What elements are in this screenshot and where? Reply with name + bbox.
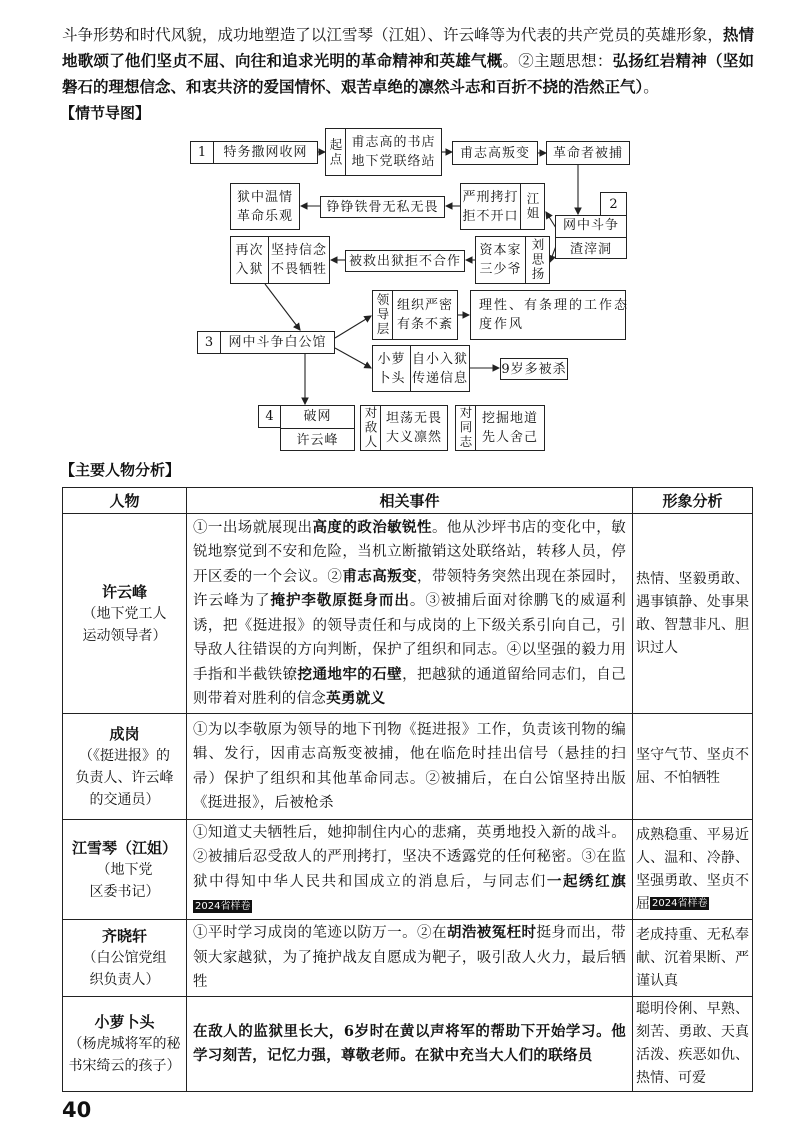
diagram-arrows — [0, 0, 800, 470]
table-row — [63, 714, 753, 820]
character-cell — [63, 714, 187, 820]
section-title-characters: 【主要人物分析】 — [60, 461, 181, 479]
character-role: 的交通员） — [89, 791, 160, 808]
table-row — [63, 514, 753, 714]
node-jiangjie: 江姐 — [520, 183, 545, 230]
table-row — [63, 997, 753, 1092]
event-emphasis: 高度的政治敏锐性 — [312, 518, 432, 536]
event-cell — [187, 920, 633, 997]
character-name: 江雪琴（江姐） — [71, 838, 177, 857]
node-zhazidong: 网中斗争 渣滓洞 — [555, 215, 627, 259]
node-childhood: 自小入狱 传递信息 — [410, 345, 470, 392]
event-text: 。③被捕后面对徐鹏飞的威逼利诱，把《挺进报》的领导责任和与成岗的上下级关系引向自己，引导敌人往错误的方向判断，保护了组织和同志。④以坚强的毅力用手指和半截铁镣 — [193, 593, 627, 683]
node-start-label: 起点 — [325, 128, 346, 176]
event-text: ①平时学习成岗的笔迹以防万一。②在 — [193, 925, 447, 942]
event-text: ①知道丈夫牺牲后，她抑制住内心的悲痛，英勇地投入新的战斗。②被捕后忍受敌人的严刑拷打，坚决不透露党的任何秘密。③在监狱中得知中华人民共和国成立的消息后，与同志们 — [193, 824, 626, 890]
character-cell — [63, 997, 187, 1092]
node-tunnel: 挖掘地道 先人舍己 — [475, 405, 545, 451]
event-emphasis: 一起绣红旗 — [546, 872, 626, 890]
event-text: ①为以李敬原为领导的地下刊物《挺进报》工作，负责该刊物的编辑、发行，因甫志高叛变被捕，他在临危时挂出信号（悬挂的扫帚）保护了组织和其他革命同志。②被捕后，在白公馆坚持出版《挺进报》，后被枪杀 — [193, 721, 626, 811]
character-role: 书宋绮云的孩子） — [68, 1058, 181, 1074]
analysis-cell: 热情、坚毅勇敢、遇事镇静、处事果敢、智慧非凡、胆识过人 — [633, 514, 753, 714]
table-row — [63, 920, 753, 997]
node-to-comrades: 对同志 — [455, 405, 476, 451]
character-cell — [63, 920, 187, 997]
node-spy-net: 特务撒网收网 — [213, 141, 318, 164]
character-role: 运动领导者） — [82, 627, 167, 644]
character-role: （地下党 — [96, 861, 153, 878]
node-prison-warmth: 狱中温情 革命乐观 — [230, 183, 300, 230]
character-name: 成岗 — [109, 724, 140, 743]
step-number-2: 2 — [600, 192, 627, 216]
event-cell — [187, 714, 633, 820]
character-name: 小萝卜头 — [94, 1013, 155, 1031]
node-capitalist: 资本家 三少爷 — [475, 236, 526, 284]
character-role: （《挺进报》的 — [79, 747, 170, 764]
node-iron-will: 铮铮铁骨无私无畏 — [320, 196, 445, 218]
node-torture: 严刑拷打 拒不开口 — [460, 183, 521, 230]
character-cell — [63, 820, 187, 920]
node-organized: 组织严密 有条不紊 — [392, 290, 458, 340]
header-analysis: 形象分析 — [633, 488, 753, 514]
table-row — [63, 820, 753, 920]
character-table — [62, 487, 753, 1092]
node-baigongguan: 网中斗争白公馆 — [220, 331, 335, 354]
event-emphasis: 英勇就义 — [326, 690, 386, 707]
node-fearless: 坦荡无畏 大义凛然 — [380, 405, 448, 451]
character-role: （白公馆党组 — [82, 950, 167, 966]
node-betrayal: 甫志高叛变 — [452, 141, 538, 165]
node-killed: 9岁多被杀 — [500, 358, 568, 380]
node-arrest: 革命者被捕 — [546, 141, 630, 165]
node-reimprisoned: 再次 入狱 — [230, 236, 269, 284]
intro-text: 。 — [643, 78, 659, 96]
node-liusiyang: 刘思扬 — [525, 236, 550, 284]
event-cell — [187, 514, 633, 714]
exam-tag: 2024省样卷 — [195, 900, 251, 912]
node-faith: 坚持信念 不畏牺牲 — [268, 236, 330, 284]
character-role: 区委书记） — [89, 883, 160, 900]
arrow — [335, 316, 371, 338]
event-emphasis: 甫志高叛变 — [342, 567, 418, 585]
intro-text: 斗争形势和时代风貌，成功地塑造了以江雪琴（江姐）、许云峰等为代表的共产党员的英雄形象， — [62, 26, 723, 44]
character-cell — [63, 514, 187, 714]
analysis-cell — [633, 820, 753, 920]
step-number-4: 4 — [258, 405, 281, 428]
analysis-cell: 聪明伶俐、早熟、刻苦、勇敢、天真活泼、疾恶如仇、热情、可爱 — [633, 997, 753, 1092]
character-role: （地下党工人 — [82, 605, 167, 622]
page-number: 40 — [62, 1098, 92, 1122]
node-rescued: 被救出狱拒不合作 — [345, 250, 465, 272]
intro-emphasis: 热情地歌颂了他们坚贞不屈、向往和追求光明的革命精神和英雄气概 — [62, 25, 754, 70]
event-text: ，带领特务突然出现在茶园时，许云峰为了 — [193, 568, 627, 609]
node-to-enemy: 对敌人 — [360, 405, 381, 451]
node-break-net: 破网 许云峰 — [280, 405, 355, 451]
step-number-1: 1 — [190, 141, 214, 164]
event-emphasis: 挖通地牢的石壁 — [297, 665, 403, 683]
analysis-text: 成熟稳重、平易近人、温和、冷静、坚强勇敢、坚贞不屈 — [636, 826, 749, 912]
header-character: 人物 — [63, 488, 187, 514]
event-cell — [187, 997, 633, 1092]
node-rational: 理性、有条理的工作态 度作风 — [470, 290, 626, 340]
section-title-plot-map: 【情节导图】 — [60, 104, 151, 122]
intro-text: 。②主题思想： — [502, 52, 613, 70]
table-header-row — [63, 488, 753, 514]
event-text: 挺身而出，带领大家越狱，为了掩护战友自愿成为靶子，吸引敌人火力，最后牺牲 — [193, 925, 626, 991]
event-emphasis: 胡浩被冤枉时 — [446, 924, 537, 942]
arrow — [265, 284, 300, 330]
event-text: 。他从沙坪书店的变化中，敏锐地察觉到不安和危险，当机立断撤销这处联络站，转移人员，停开区委的一个会议。② — [193, 519, 626, 585]
node-xiaoluobotou: 小萝 卜头 — [372, 345, 411, 392]
event-text: ①一出场就展现出 — [193, 519, 313, 536]
event-emphasis: 掩护李敬原挺身而出 — [270, 592, 410, 609]
intro-theme: 弘扬红岩精神（坚如磐石的理想信念、和衷共济的爱国情怀、艰苦卓绝的凛然斗志和百折不挠的浩然正气） — [62, 51, 754, 96]
step-number-3: 3 — [197, 331, 221, 354]
analysis-cell: 坚守气节、坚贞不屈、不怕牺牲 — [633, 714, 753, 820]
character-role: 织负责人） — [89, 972, 160, 988]
analysis-cell: 老成持重、无私奉献、沉着果断、严谨认真 — [633, 920, 753, 997]
event-cell — [187, 820, 633, 920]
character-name: 许云峰 — [101, 582, 147, 601]
character-name: 齐晓轩 — [101, 927, 147, 945]
arrow — [335, 348, 371, 368]
event-emphasis: 在敌人的监狱里长大，6岁时在黄以声将军的帮助下开始学习。他学习刻苦，记忆力强，尊敬老师。在狱中充当大人们的联络员 — [193, 1022, 626, 1064]
node-bookstore: 甫志高的书店 地下党联络站 — [345, 128, 442, 176]
event-text: ，把越狱的通道留给同志们，自己则带着对胜利的信念 — [193, 666, 626, 707]
exam-tag: 2024省样卷 — [652, 898, 708, 909]
node-leaders: 领导层 — [372, 290, 393, 340]
character-role: 负责人、许云峰 — [75, 769, 174, 786]
character-role: （杨虎城将军的秘 — [68, 1036, 181, 1052]
header-events: 相关事件 — [187, 488, 633, 514]
